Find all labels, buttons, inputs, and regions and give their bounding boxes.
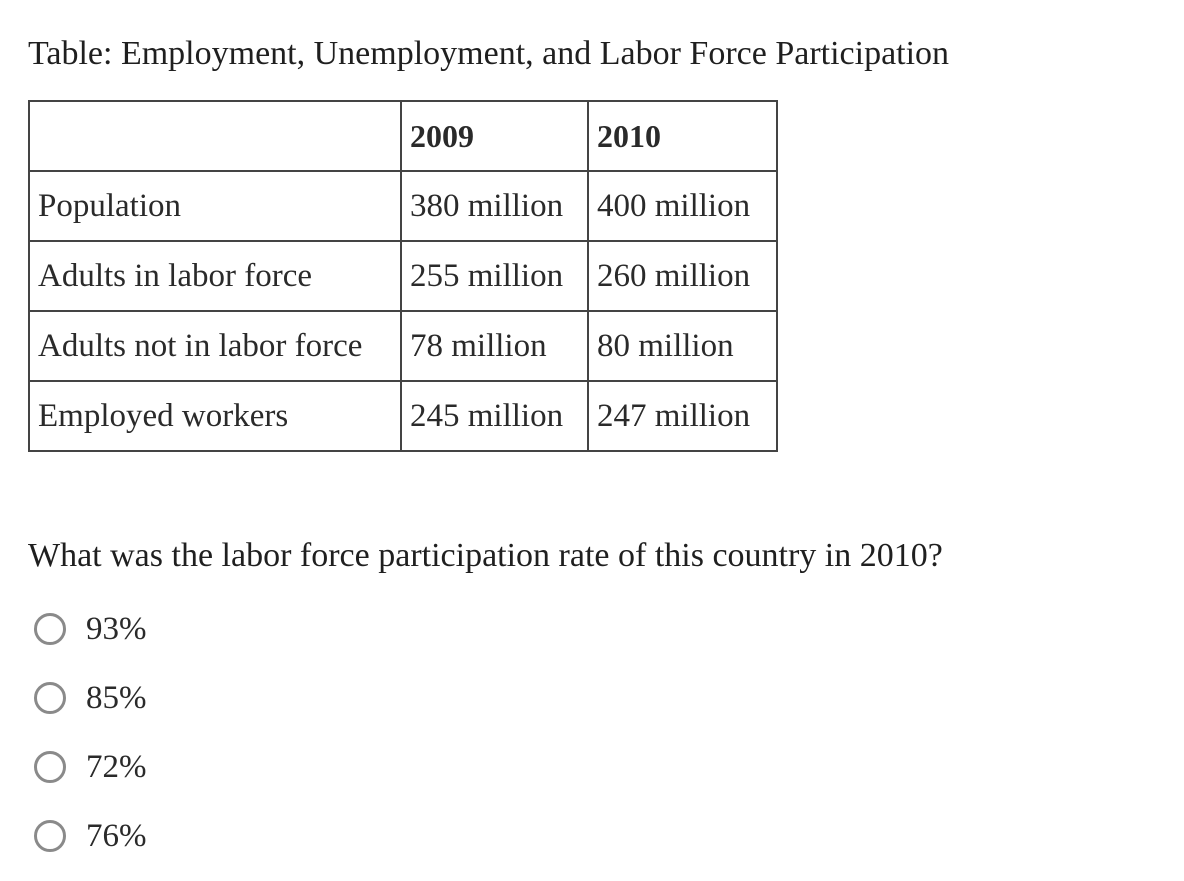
table-row [29, 381, 777, 451]
header-blank-cell [29, 101, 401, 171]
row-label: Adults not in labor force [29, 311, 401, 381]
radio-button[interactable] [34, 751, 66, 783]
table-row [29, 311, 777, 381]
header-2010: 2010 [588, 101, 777, 171]
answer-option-72[interactable] [34, 743, 147, 791]
header-2009: 2009 [401, 101, 588, 171]
cell-2009: 380 million [401, 171, 588, 241]
option-label: 76% [86, 817, 147, 854]
table-row [29, 241, 777, 311]
table-row [29, 171, 777, 241]
table-title: Table: Employment, Unemployment, and Labor Force Participation [28, 35, 950, 72]
cell-2010: 400 million [588, 171, 777, 241]
row-label: Adults in labor force [29, 241, 401, 311]
table-header-row [29, 101, 777, 171]
radio-button[interactable] [34, 682, 66, 714]
radio-button[interactable] [34, 820, 66, 852]
row-label: Employed workers [29, 381, 401, 451]
row-label: Population [29, 171, 401, 241]
answer-options [34, 605, 147, 881]
radio-button[interactable] [34, 613, 66, 645]
cell-2009: 78 million [401, 311, 588, 381]
data-table [28, 100, 778, 452]
cell-2009: 255 million [401, 241, 588, 311]
option-label: 72% [86, 748, 147, 785]
cell-2010: 80 million [588, 311, 777, 381]
cell-2010: 260 million [588, 241, 777, 311]
question-text: What was the labor force participation rate of this country in 2010? [28, 537, 943, 574]
cell-2009: 245 million [401, 381, 588, 451]
option-label: 93% [86, 610, 147, 647]
answer-option-76[interactable] [34, 812, 147, 860]
option-label: 85% [86, 679, 147, 716]
cell-2010: 247 million [588, 381, 777, 451]
answer-option-85[interactable] [34, 674, 147, 722]
answer-option-93[interactable] [34, 605, 147, 653]
